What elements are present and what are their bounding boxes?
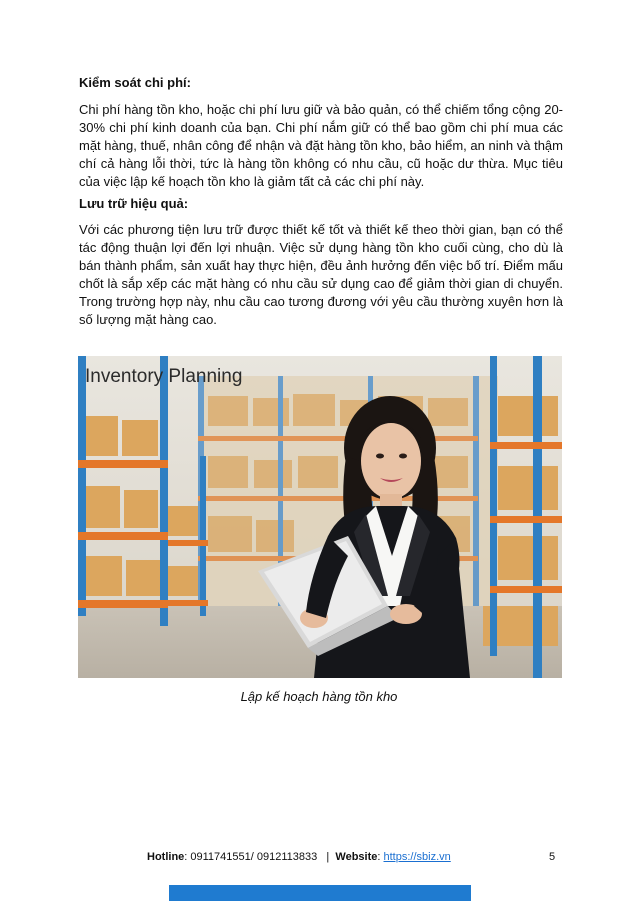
photo-title-overlay: Inventory Planning [85, 366, 243, 387]
footer-accent-bar [169, 885, 471, 901]
website-link[interactable]: https://sbiz.vn [383, 851, 451, 863]
section-body-efficient-storage: Với các phương tiện lưu trữ được thiết kế tốt và thiết kế theo thời gian, bạn có thể tác động thuận lợi đến lợi nhuận. Việc sử dụng hàng tồn kho cuối cùng, cho dù là bán thành phẩm, sản xuất hay thực hiện, đều ảnh hưởng đến việc bố trí. Điểm mấu chốt là sắp xếp các mặt hàng có nhu cầu sử dụng cao để giảm thời gian di chuyển. Trong trường hợp này, nhu cầu cao tương đương với yêu cầu thường xuyên hơn là số lượng mặt hàng cao. [79, 222, 563, 327]
website-label: Website [335, 851, 378, 863]
page-number: 5 [549, 851, 556, 863]
hotline-value: : 0911741551/ 0912113833 [184, 851, 318, 863]
hotline-label: Hotline [147, 851, 185, 863]
footer-contact [147, 851, 451, 863]
website-colon: : [377, 851, 384, 863]
inventory-planning-photo [78, 356, 562, 678]
section-heading-efficient-storage: Lưu trữ hiệu quả: [79, 196, 189, 211]
footer-separator: | [326, 851, 330, 863]
section-heading-cost-control: Kiểm soát chi phí: [79, 75, 191, 90]
figure-caption: Lập kế hoạch hàng tồn kho [240, 689, 398, 704]
section-body-cost-control: Chi phí hàng tồn kho, hoặc chi phí lưu giữ và bảo quản, có thể chiếm tổng cộng 20-30% chi phí kinh doanh của bạn. Chi phí nắm giữ có thể bao gồm chi phí mua các mặt hàng, thuế, nhân công để nhận và đặt hàng tồn kho, bảo hiểm, an ninh và thậm chí cả hàng lỗi thời, tức là hàng tồn không có nhu cầu, cũ hoặc dư thừa. Mục tiêu của việc lập kế hoạch tồn kho là giảm tất cả các chi phí này. [79, 102, 563, 189]
warehouse-illustration [78, 356, 562, 678]
